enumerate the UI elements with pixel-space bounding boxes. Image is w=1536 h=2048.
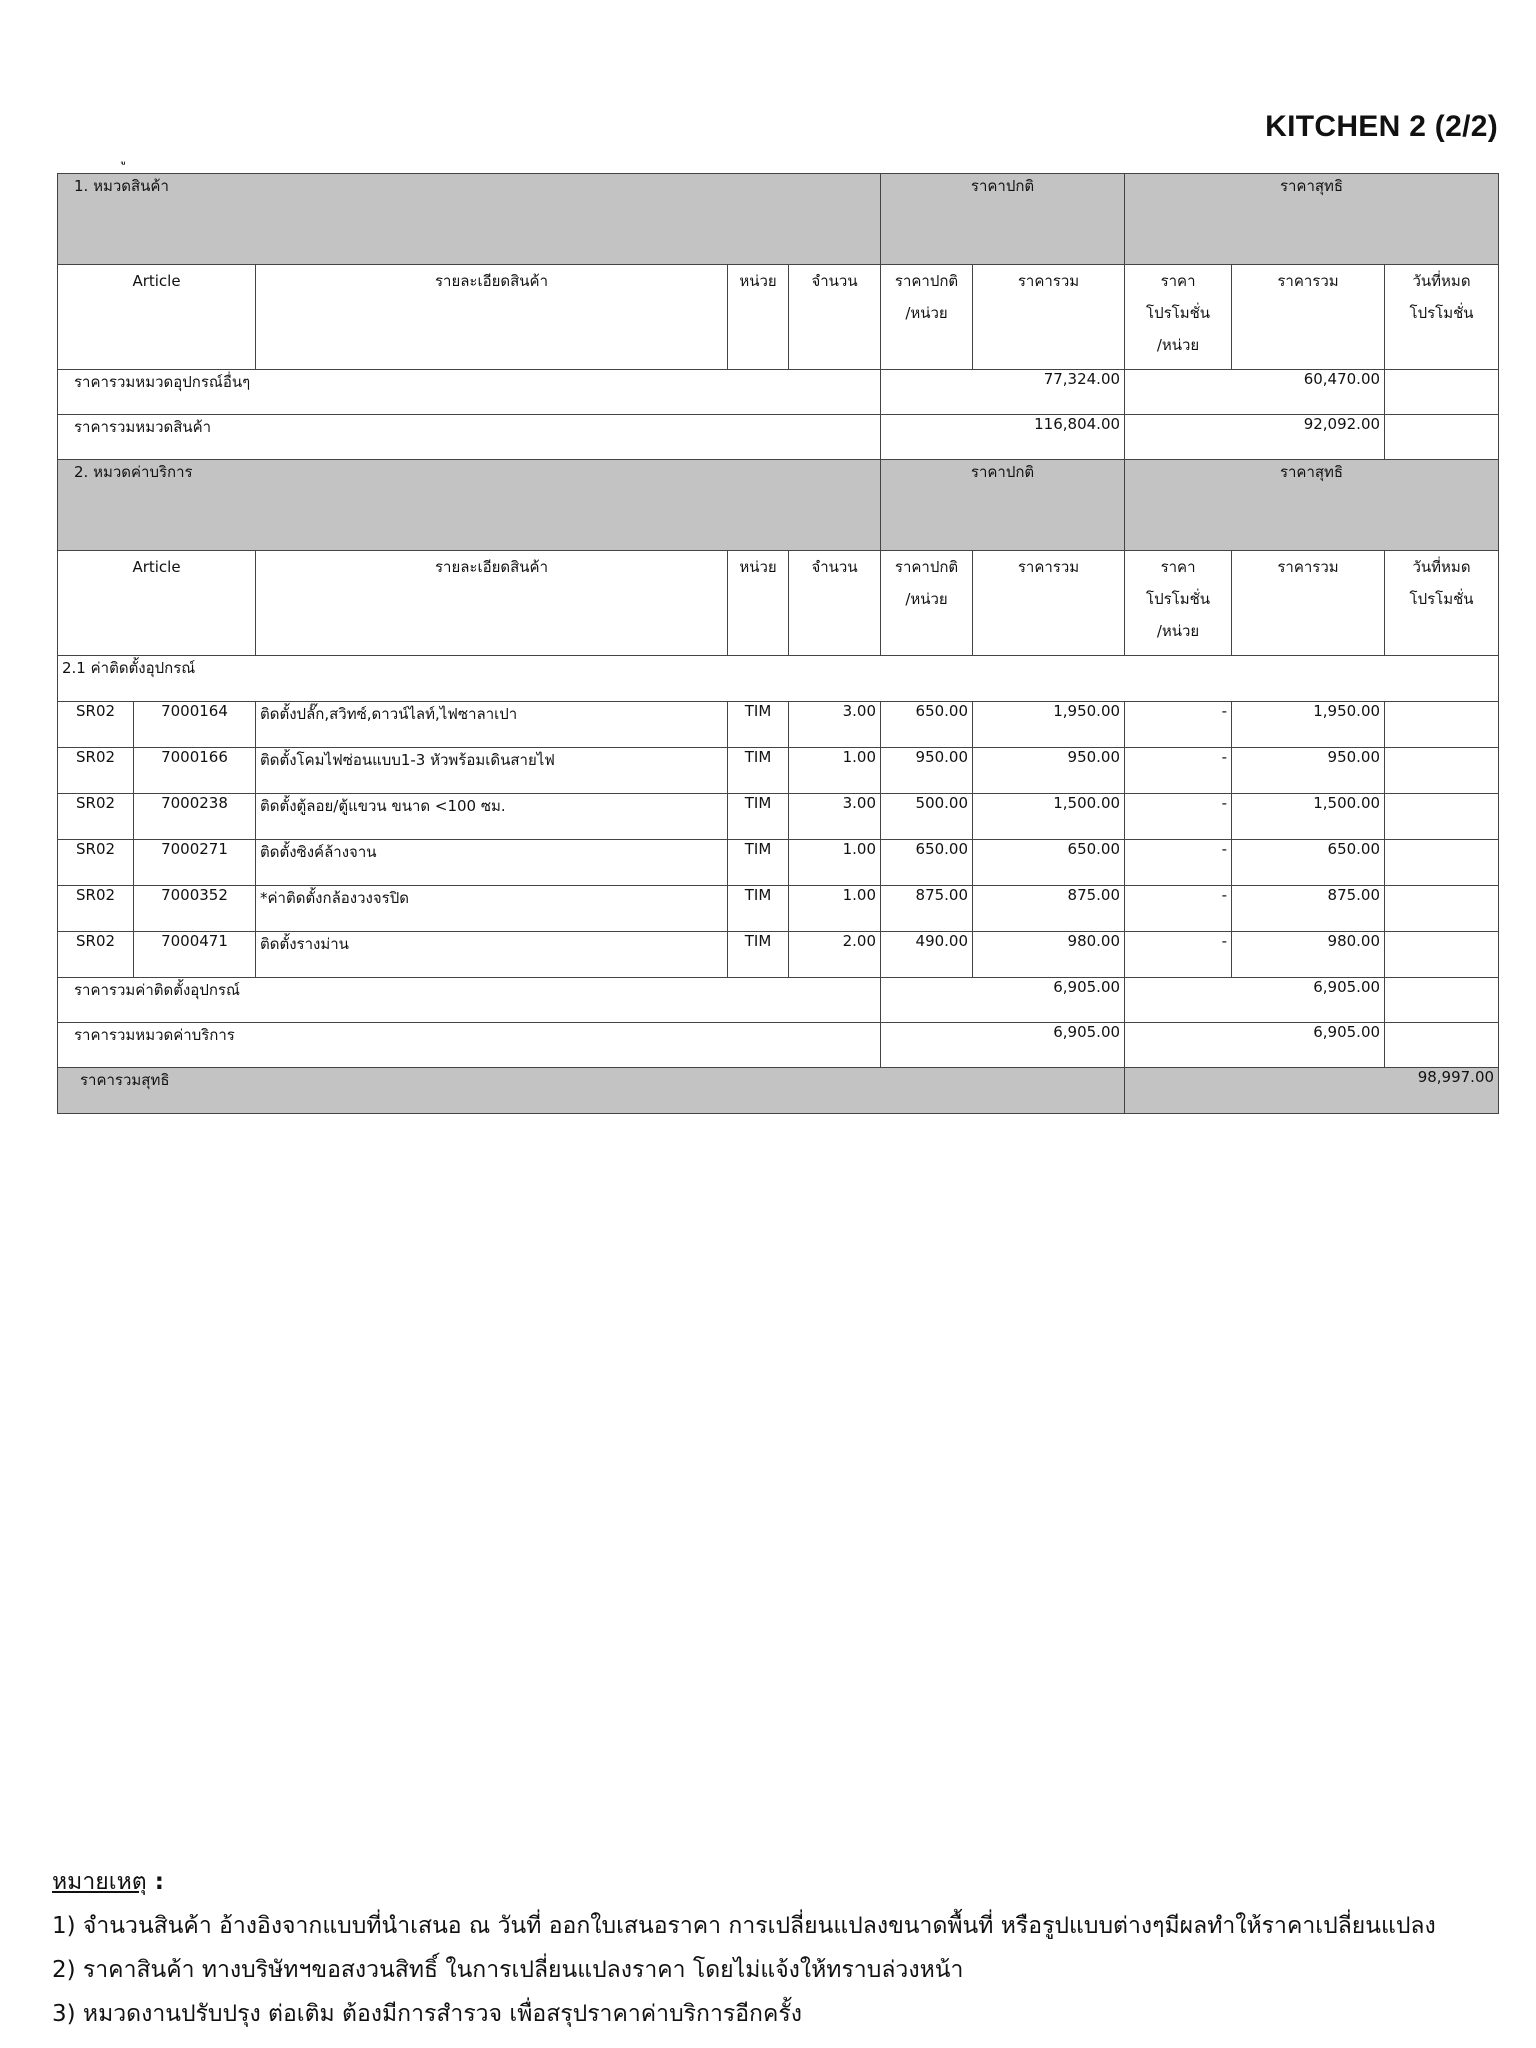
col-total: ราคารวม bbox=[973, 265, 1125, 370]
summary-row bbox=[58, 1023, 1499, 1068]
table-row bbox=[58, 748, 1499, 794]
item-promo-total: 950.00 bbox=[1232, 748, 1385, 794]
summary-label: ราคารวมหมวดอุปกรณ์อื่นๆ bbox=[58, 370, 881, 415]
item-promo-total: 1,500.00 bbox=[1232, 794, 1385, 840]
notes-block bbox=[52, 1860, 1436, 2036]
item-promo: - bbox=[1125, 932, 1232, 978]
item-unit: TIM bbox=[728, 886, 789, 932]
col-unit: หน่วย bbox=[728, 551, 789, 656]
table-row bbox=[58, 932, 1499, 978]
item-qty: 1.00 bbox=[789, 840, 881, 886]
item-promo: - bbox=[1125, 886, 1232, 932]
table-row bbox=[58, 886, 1499, 932]
item-qty: 1.00 bbox=[789, 748, 881, 794]
item-description: ติดตั้งตู้ลอย/ตู้แขวน ขนาด <100 ซม. bbox=[256, 794, 728, 840]
summary-empty bbox=[1385, 370, 1499, 415]
summary-empty bbox=[1385, 415, 1499, 460]
item-description: *ค่าติดตั้งกล้องวงจรปิด bbox=[256, 886, 728, 932]
col-unit: หน่วย bbox=[728, 265, 789, 370]
column-header-row bbox=[58, 265, 1499, 370]
item-code: SR02 bbox=[58, 794, 134, 840]
item-promo-end bbox=[1385, 840, 1499, 886]
grand-total-row bbox=[58, 1068, 1499, 1114]
item-article: 7000238 bbox=[134, 794, 256, 840]
summary-net: 92,092.00 bbox=[1125, 415, 1385, 460]
item-unit-price: 650.00 bbox=[881, 702, 973, 748]
notes-heading bbox=[52, 1860, 1436, 1904]
summary-net: 6,905.00 bbox=[1125, 1023, 1385, 1068]
item-code: SR02 bbox=[58, 932, 134, 978]
item-article: 7000271 bbox=[134, 840, 256, 886]
col-total: ราคารวม bbox=[973, 551, 1125, 656]
col-article: Article bbox=[58, 265, 256, 370]
col-promo-price: ราคา โปรโมชั่น /หน่วย bbox=[1125, 551, 1232, 656]
summary-empty bbox=[1385, 978, 1499, 1023]
summary-regular: 116,804.00 bbox=[881, 415, 1125, 460]
summary-regular: 6,905.00 bbox=[881, 1023, 1125, 1068]
item-total: 1,950.00 bbox=[973, 702, 1125, 748]
item-unit-price: 500.00 bbox=[881, 794, 973, 840]
item-unit: TIM bbox=[728, 702, 789, 748]
table-row bbox=[58, 702, 1499, 748]
note-line: 1) จำนวนสินค้า อ้างอิงจากแบบที่นำเสนอ ณ วันที่ ออกใบเสนอราคา การเปลี่ยนแปลงขนาดพื้นที่ หรือรูปแบบต่างๆมีผลทำให้ราคาเปลี่ยนแปลง bbox=[52, 1913, 1436, 1939]
item-unit-price: 650.00 bbox=[881, 840, 973, 886]
col-description: รายละเอียดสินค้า bbox=[256, 551, 728, 656]
summary-row bbox=[58, 978, 1499, 1023]
item-article: 7000352 bbox=[134, 886, 256, 932]
item-promo-total: 875.00 bbox=[1232, 886, 1385, 932]
section-header-services bbox=[58, 460, 1499, 551]
col-unit-price: ราคาปกติ /หน่วย bbox=[881, 265, 973, 370]
net-price-header: ราคาสุทธิ bbox=[1125, 174, 1499, 265]
item-promo-end bbox=[1385, 748, 1499, 794]
table-row bbox=[58, 840, 1499, 886]
regular-price-header: ราคาปกติ bbox=[881, 460, 1125, 551]
item-description: ติดตั้งรางม่าน bbox=[256, 932, 728, 978]
summary-regular: 6,905.00 bbox=[881, 978, 1125, 1023]
item-promo: - bbox=[1125, 748, 1232, 794]
quotation-table bbox=[57, 173, 1499, 1114]
note-line: 3) หมวดงานปรับปรุง ต่อเติม ต้องมีการสำรวจ เพื่อสรุปราคาค่าบริการอีกครั้ง bbox=[52, 2001, 802, 2027]
item-promo-total: 980.00 bbox=[1232, 932, 1385, 978]
col-quantity: จำนวน bbox=[789, 551, 881, 656]
notes-title: หมายเหตุ bbox=[52, 1869, 147, 1895]
item-article: 7000471 bbox=[134, 932, 256, 978]
item-promo: - bbox=[1125, 794, 1232, 840]
item-qty: 3.00 bbox=[789, 794, 881, 840]
item-qty: 2.00 bbox=[789, 932, 881, 978]
subsection-label: 2.1 ค่าติดตั้งอุปกรณ์ bbox=[58, 656, 1499, 702]
item-total: 1,500.00 bbox=[973, 794, 1125, 840]
col-promo-price: ราคา โปรโมชั่น /หน่วย bbox=[1125, 265, 1232, 370]
item-promo-end bbox=[1385, 702, 1499, 748]
item-total: 650.00 bbox=[973, 840, 1125, 886]
item-article: 7000166 bbox=[134, 748, 256, 794]
col-promo-total: ราคารวม bbox=[1232, 265, 1385, 370]
item-code: SR02 bbox=[58, 840, 134, 886]
summary-empty bbox=[1385, 1023, 1499, 1068]
item-unit-price: 950.00 bbox=[881, 748, 973, 794]
summary-net: 60,470.00 bbox=[1125, 370, 1385, 415]
column-header-row bbox=[58, 551, 1499, 656]
col-promo-end: วันที่หมด โปรโมชั่น bbox=[1385, 551, 1499, 656]
notes-colon: : bbox=[146, 1869, 164, 1895]
col-quantity: จำนวน bbox=[789, 265, 881, 370]
item-promo-end bbox=[1385, 932, 1499, 978]
net-price-header: ราคาสุทธิ bbox=[1125, 460, 1499, 551]
section-header-products bbox=[58, 174, 1499, 265]
summary-label: ราคารวมหมวดค่าบริการ bbox=[58, 1023, 881, 1068]
note-line: 2) ราคาสินค้า ทางบริษัทฯขอสงวนสิทธิ์ ในการเปลี่ยนแปลงราคา โดยไม่แจ้งให้ทราบล่วงหน้า bbox=[52, 1957, 964, 1983]
item-total: 875.00 bbox=[973, 886, 1125, 932]
item-unit: TIM bbox=[728, 932, 789, 978]
item-description: ติดตั้งปลั๊ก,สวิทซ์,ดาวน์ไลท์,ไฟซาลาเปา bbox=[256, 702, 728, 748]
item-unit: TIM bbox=[728, 840, 789, 886]
summary-row bbox=[58, 415, 1499, 460]
col-description: รายละเอียดสินค้า bbox=[256, 265, 728, 370]
item-article: 7000164 bbox=[134, 702, 256, 748]
col-promo-end: วันที่หมด โปรโมชั่น bbox=[1385, 265, 1499, 370]
regular-price-header: ราคาปกติ bbox=[881, 174, 1125, 265]
item-code: SR02 bbox=[58, 702, 134, 748]
summary-label: ราคารวมค่าติดตั้งอุปกรณ์ bbox=[58, 978, 881, 1023]
item-qty: 3.00 bbox=[789, 702, 881, 748]
col-article: Article bbox=[58, 551, 256, 656]
item-promo: - bbox=[1125, 840, 1232, 886]
grand-total-label: ราคารวมสุทธิ bbox=[58, 1068, 1125, 1114]
item-qty: 1.00 bbox=[789, 886, 881, 932]
item-code: SR02 bbox=[58, 748, 134, 794]
item-code: SR02 bbox=[58, 886, 134, 932]
summary-row bbox=[58, 370, 1499, 415]
section-label: 1. หมวดสินค้า bbox=[58, 174, 881, 265]
item-description: ติดตั้งโคมไฟซ่อนแบบ1-3 หัวพร้อมเดินสายไฟ bbox=[256, 748, 728, 794]
summary-regular: 77,324.00 bbox=[881, 370, 1125, 415]
item-unit: TIM bbox=[728, 748, 789, 794]
item-promo: - bbox=[1125, 702, 1232, 748]
summary-net: 6,905.00 bbox=[1125, 978, 1385, 1023]
summary-label: ราคารวมหมวดสินค้า bbox=[58, 415, 881, 460]
item-promo-end bbox=[1385, 886, 1499, 932]
item-promo-total: 650.00 bbox=[1232, 840, 1385, 886]
table-row bbox=[58, 794, 1499, 840]
item-unit-price: 490.00 bbox=[881, 932, 973, 978]
item-total: 950.00 bbox=[973, 748, 1125, 794]
col-promo-total: ราคารวม bbox=[1232, 551, 1385, 656]
item-description: ติดตั้งซิงค์ล้างจาน bbox=[256, 840, 728, 886]
section-label: 2. หมวดค่าบริการ bbox=[58, 460, 881, 551]
item-unit-price: 875.00 bbox=[881, 886, 973, 932]
item-unit: TIM bbox=[728, 794, 789, 840]
page-title: KITCHEN 2 (2/2) bbox=[1265, 110, 1498, 143]
col-unit-price: ราคาปกติ /หน่วย bbox=[881, 551, 973, 656]
subsection-row bbox=[58, 656, 1499, 702]
item-total: 980.00 bbox=[973, 932, 1125, 978]
grand-total-value: 98,997.00 bbox=[1125, 1068, 1499, 1114]
item-promo-end bbox=[1385, 794, 1499, 840]
item-promo-total: 1,950.00 bbox=[1232, 702, 1385, 748]
